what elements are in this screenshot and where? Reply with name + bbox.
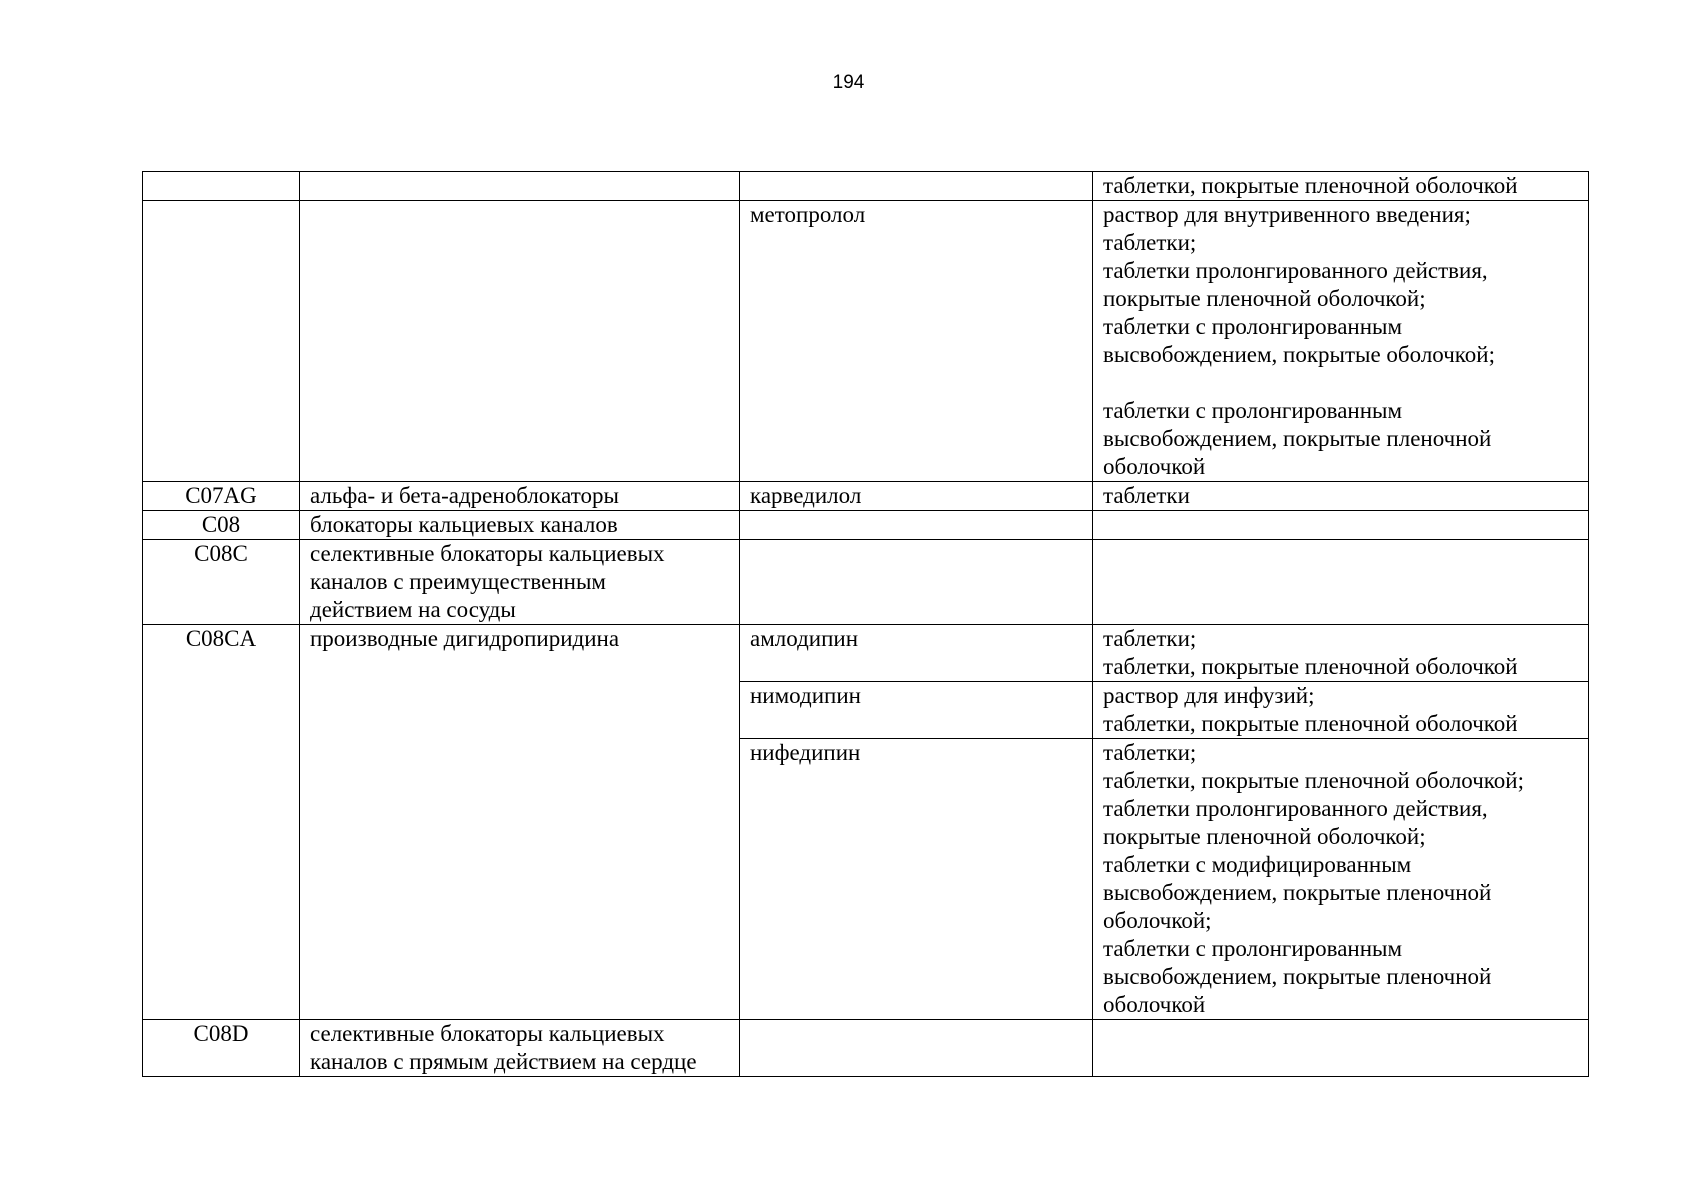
drug-cell [740,172,1093,201]
group-cell [300,1020,740,1077]
group-line: каналов с преимущественным [310,569,606,594]
table-row [143,511,1589,540]
form-line: таблетки, покрытые пленочной оболочкой [1103,173,1518,198]
forms-cell [1093,172,1589,201]
atc-code-cell: C08C [143,540,300,625]
form-line: таблетки, покрытые пленочной оболочкой; [1103,768,1524,793]
form-line: раствор для инфузий; [1103,683,1315,708]
table-row [143,201,1589,482]
atc-code-cell: C08 [143,511,300,540]
group-line: производные дигидропиридина [310,626,620,651]
group-cell [300,511,740,540]
form-line: таблетки с пролонгированным [1103,314,1403,339]
forms-cell [1093,1020,1589,1077]
form-line: таблетки с модифицированным [1103,852,1412,877]
page-number: 194 [832,72,865,93]
atc-code-cell: C08D [143,1020,300,1077]
form-line: таблетки [1103,483,1190,508]
blank-line [1103,369,1578,397]
form-line: оболочкой [1103,992,1206,1017]
group-cell [300,625,740,1020]
group-line: действием на сосуды [310,597,516,622]
form-line: таблетки пролонгированного действия, [1103,796,1488,821]
group-cell [300,172,740,201]
drug-table [142,171,1589,1077]
atc-code-cell: C08CA [143,625,300,1020]
form-line: таблетки с пролонгированным [1103,936,1403,961]
group-line: селективные блокаторы кальциевых [310,1021,665,1046]
group-line: селективные блокаторы кальциевых [310,541,665,566]
form-line: высвобождением, покрытые оболочкой; [1103,342,1495,367]
group-cell [300,482,740,511]
form-line: таблетки пролонгированного действия, [1103,258,1488,283]
forms-cell [1093,682,1589,739]
form-line: покрытые пленочной оболочкой; [1103,824,1426,849]
group-line: блокаторы кальциевых каналов [310,512,618,537]
form-line: раствор для внутривенного введения; [1103,202,1471,227]
group-line: каналов с прямым действием на сердце [310,1049,697,1074]
drug-cell [740,511,1093,540]
form-line: покрытые пленочной оболочкой; [1103,286,1426,311]
drug-cell: нимодипин [740,682,1093,739]
table-row [143,172,1589,201]
drug-cell: метопролол [740,201,1093,482]
form-line: таблетки с пролонгированным [1103,398,1403,423]
form-line: таблетки, покрытые пленочной оболочкой [1103,654,1518,679]
drug-cell [740,540,1093,625]
forms-cell [1093,482,1589,511]
forms-cell [1093,201,1589,482]
form-line: высвобождением, покрытые пленочной [1103,964,1492,989]
drug-cell: нифедипин [740,739,1093,1020]
forms-cell [1093,511,1589,540]
form-line: оболочкой [1103,454,1206,479]
group-cell [300,201,740,482]
form-line: оболочкой; [1103,908,1212,933]
form-line: таблетки, покрытые пленочной оболочкой [1103,711,1518,736]
table-row [143,482,1589,511]
form-line: высвобождением, покрытые пленочной [1103,426,1492,451]
table-row [143,625,1589,682]
atc-code-cell: C07AG [143,482,300,511]
form-line: таблетки; [1103,740,1197,765]
forms-cell [1093,739,1589,1020]
form-line: таблетки; [1103,626,1197,651]
form-line: высвобождением, покрытые пленочной [1103,880,1492,905]
forms-cell [1093,540,1589,625]
forms-cell [1093,625,1589,682]
drug-cell: амлодипин [740,625,1093,682]
group-line: альфа- и бета-адреноблокаторы [310,483,619,508]
table-row [143,1020,1589,1077]
drug-cell [740,1020,1093,1077]
drug-cell: карведилол [740,482,1093,511]
table-row [143,540,1589,625]
atc-code-cell [143,172,300,201]
group-cell [300,540,740,625]
atc-code-cell [143,201,300,482]
form-line: таблетки; [1103,230,1197,255]
